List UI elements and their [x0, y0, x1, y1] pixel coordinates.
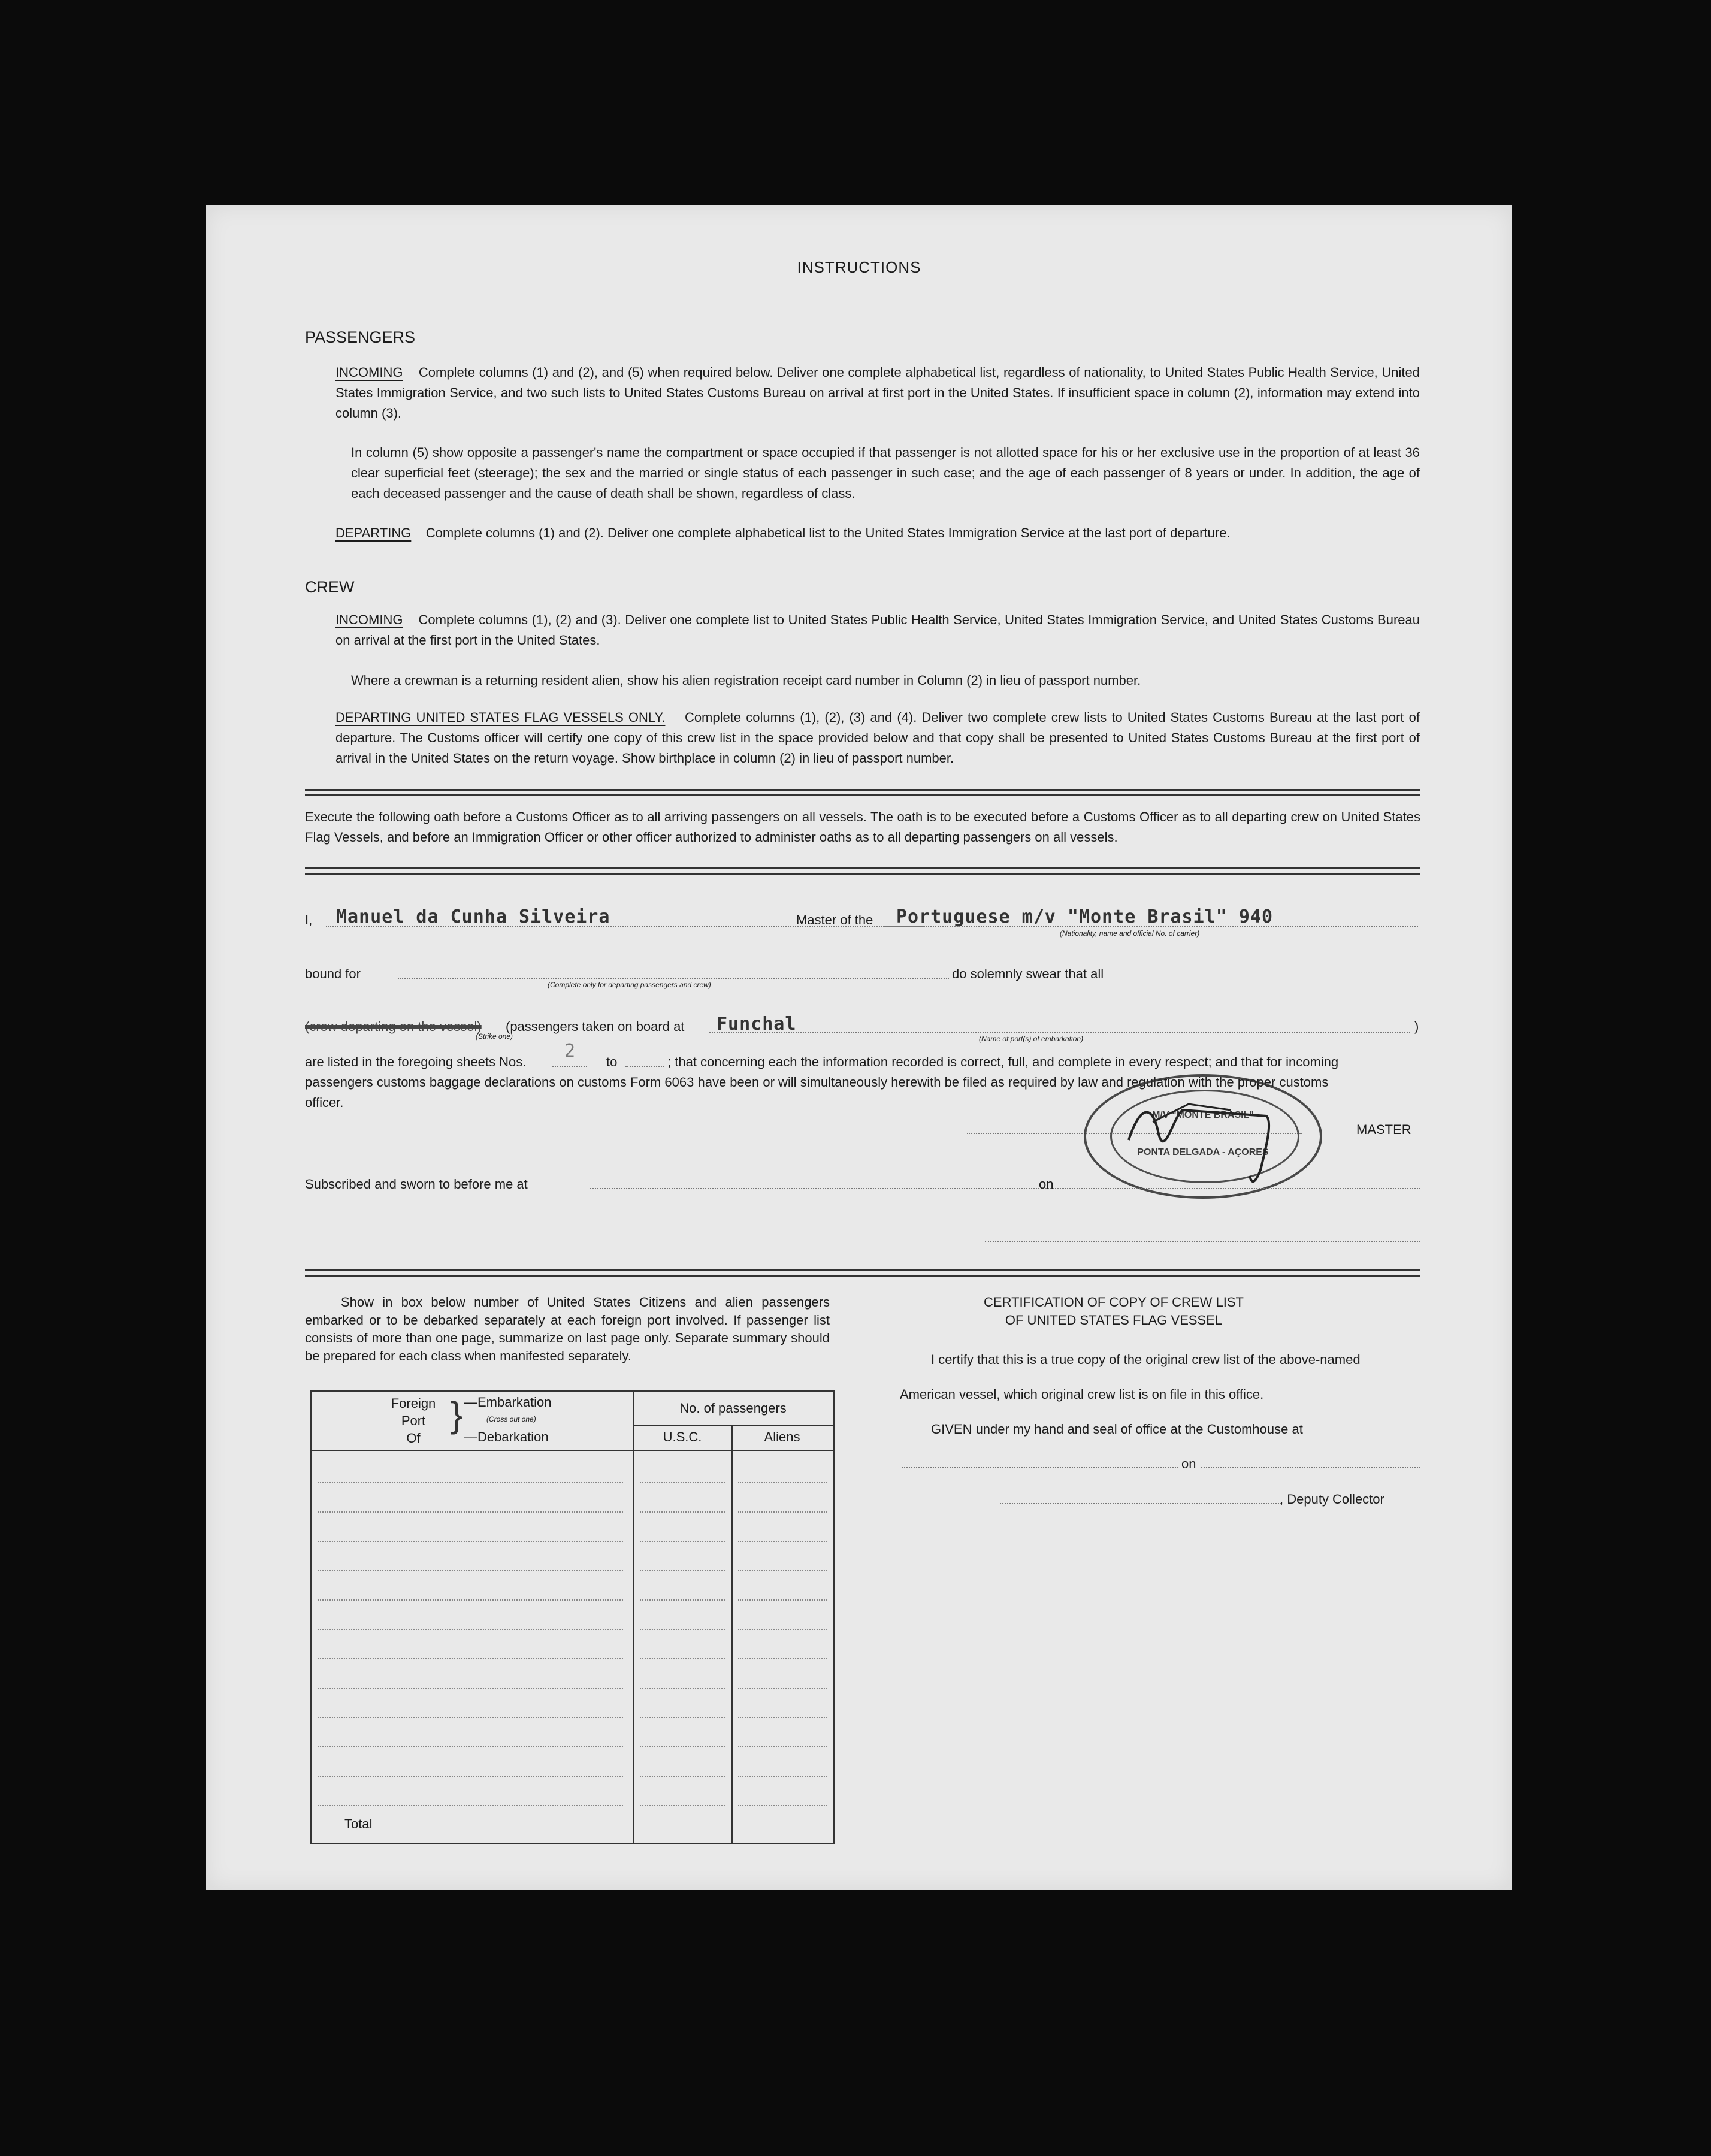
vessel-stamp-top-text: M/V "MONTE BRASIL" [1152, 1110, 1254, 1120]
passengers-taken-text: (passengers taken on board at [506, 1019, 685, 1034]
crew-departing-label: DEPARTING UNITED STATES FLAG VESSELS ONLY. [335, 710, 666, 725]
swear-text: do solemnly swear that all [952, 966, 1104, 981]
table-row-entry-line[interactable] [640, 1776, 725, 1777]
subscribed-label: Subscribed and sworn to before me at [305, 1177, 528, 1192]
port-hint: (Name of port(s) of embarkation) [979, 1035, 1084, 1043]
bound-for-hint: (Complete only for departing passengers and crew) [548, 981, 711, 989]
table-row-entry-line[interactable] [318, 1805, 623, 1806]
deputy-collector-label: , Deputy Collector [1280, 1492, 1384, 1507]
passengers-column5-paragraph: In column (5) show opposite a passenger's name the compartment or space occupied if that passenger is not allotted space for his or her exclusive use in the proportion of at least 36 clear superficial feet (steerage); the sex and the married or single status of each passenger in such case; and the age of each passenger of 8 years or under. In addition, the age of each deceased passenger and the cause of death shall be shown, regardless of class. [351, 445, 1420, 501]
crew-resident-paragraph: Where a crewman is a returning resident alien, show his alien registration receipt card number in Column (2) in lieu of passport number. [351, 673, 1141, 688]
crew-incoming-label: INCOMING [335, 612, 403, 627]
passengers-heading: PASSENGERS [305, 328, 416, 346]
passengers-incoming-text: Complete columns (1) and (2), and (5) when required below. Deliver one complete alphabetical list, regardless of nationality, to United States Public Health Service, United States Immigration Service, and two such lists to United States Customs Bureau on arrival at first port in the United States. If insufficient space in column (2), information may extend into column (3). [335, 365, 1420, 421]
port-label: Port [401, 1413, 426, 1428]
certification-on-label: on [1181, 1456, 1196, 1471]
bound-for-line[interactable] [398, 978, 949, 979]
double-rule-2 [305, 867, 1420, 875]
vessel-field[interactable]: Portuguese m/v "Monte Brasil" 940 [896, 906, 1274, 927]
of-label: Of [406, 1431, 421, 1446]
table-row-entry-line[interactable] [318, 1599, 623, 1601]
no-of-passengers-header: No. of passengers [679, 1401, 787, 1416]
to-label: to [606, 1054, 618, 1069]
table-row-entry-line[interactable] [640, 1511, 725, 1513]
embarkation-option[interactable]: —Embarkation [464, 1395, 552, 1410]
port-line [709, 1032, 1410, 1033]
table-row-entry-line[interactable] [640, 1599, 725, 1601]
document-page [206, 205, 1512, 1890]
table-row-entry-line[interactable] [640, 1570, 725, 1571]
passenger-summary-table [310, 1390, 835, 1844]
table-row-entry-line[interactable] [318, 1570, 623, 1571]
double-rule-1 [305, 789, 1420, 796]
table-divider-1 [633, 1392, 634, 1843]
table-row-entry-line[interactable] [738, 1776, 827, 1777]
crew-heading: CREW [305, 578, 355, 596]
summary-intro: Show in box below number of United States Citizens and alien passengers embarked or to be debarked separately at each foreign port involved. If passenger list consists of more than one page, summarize on last page only. Separate summary should be prepared for each class when manifested separately. [305, 1295, 830, 1363]
port-field[interactable]: Funchal [717, 1014, 797, 1035]
table-row-entry-line[interactable] [318, 1482, 623, 1483]
crew-incoming-paragraph [335, 610, 1420, 651]
table-subheader-rule [633, 1425, 833, 1426]
subscribed-on-label: on [1039, 1177, 1054, 1192]
table-row-entry-line[interactable] [738, 1688, 827, 1689]
table-divider-2 [731, 1425, 733, 1843]
table-row-entry-line[interactable] [738, 1658, 827, 1659]
table-row-entry-line[interactable] [738, 1599, 827, 1601]
table-header-rule [312, 1450, 833, 1451]
certification-line-1: I certify that this is a true copy of the original crew list of the above-named [931, 1352, 1361, 1367]
vessel-stamp-bottom-text: PONTA DELGADA - AÇORES [1137, 1147, 1269, 1157]
table-row-entry-line[interactable] [318, 1746, 623, 1747]
passengers-incoming-paragraph [335, 362, 1420, 424]
usc-header: U.S.C. [663, 1429, 702, 1444]
table-row-entry-line[interactable] [640, 1805, 725, 1806]
oath-instructions: Execute the following oath before a Customs Officer as to all arriving passengers on all vessels. The oath is to be executed before a Customs Officer as to all departing crew on United States Flag Vessels, and before an Immigration Officer or other officer authorized to administer oaths as to all departing passengers on all vessels. [305, 809, 1420, 845]
table-row-entry-line[interactable] [738, 1541, 827, 1542]
table-row-entry-line[interactable] [738, 1746, 827, 1747]
table-row-entry-line[interactable] [738, 1482, 827, 1483]
certification-line-2: American vessel, which original crew list is on file in this office. [900, 1387, 1264, 1402]
listed-prefix: are listed in the foregoing sheets Nos. [305, 1054, 527, 1069]
table-row-entry-line[interactable] [640, 1688, 725, 1689]
sheet-to-line[interactable] [625, 1066, 664, 1067]
table-row-entry-line[interactable] [640, 1482, 725, 1483]
table-row-entry-line[interactable] [640, 1658, 725, 1659]
table-row-entry-line[interactable] [640, 1629, 725, 1630]
total-label: Total [344, 1816, 373, 1831]
certification-title-line-2: OF UNITED STATES FLAG VESSEL [1005, 1313, 1223, 1328]
brace-icon: } [451, 1395, 463, 1435]
foreign-port-of-header [377, 1395, 449, 1447]
table-row-entry-line[interactable] [318, 1717, 623, 1718]
passengers-departing-text: Complete columns (1) and (2). Deliver one complete alphabetical list to the United States Immigration Service at the last port of departure. [425, 525, 1231, 540]
table-row-entry-line[interactable] [640, 1541, 725, 1542]
passengers-incoming-label: INCOMING [335, 365, 403, 380]
certification-date-line[interactable] [1201, 1467, 1420, 1468]
deputy-signature-line[interactable] [1000, 1503, 1281, 1504]
double-rule-3 [305, 1269, 1420, 1277]
oath-i-label: I, [305, 912, 313, 927]
vessel-line [883, 926, 1418, 927]
aliens-header: Aliens [764, 1429, 800, 1444]
table-row-entry-line[interactable] [738, 1805, 827, 1806]
debarkation-option[interactable]: —Debarkation [464, 1429, 549, 1444]
table-row-entry-line[interactable] [738, 1570, 827, 1571]
strike-hint: (Strike one) [476, 1032, 513, 1041]
subscribed-date-line[interactable] [1063, 1188, 1420, 1189]
table-row-entry-line[interactable] [318, 1541, 623, 1542]
passengers-departing-paragraph [335, 523, 1420, 543]
table-row-entry-line[interactable] [738, 1629, 827, 1630]
sheet-from-line [552, 1066, 587, 1067]
master-name-field[interactable]: Manuel da Cunha Silveira [336, 906, 610, 927]
sheet-from-field[interactable]: 2 [564, 1041, 576, 1062]
table-row-entry-line[interactable] [640, 1746, 725, 1747]
table-row-entry-line[interactable] [318, 1511, 623, 1513]
master-label: MASTER [1356, 1122, 1411, 1137]
bound-for-label: bound for [305, 966, 361, 981]
table-row-entry-line[interactable] [640, 1717, 725, 1718]
crew-struck-text: (crew departing on the vessel) [305, 1019, 482, 1034]
certification-line-3: GIVEN under my hand and seal of office at the Customhouse at [931, 1422, 1303, 1437]
cross-out-hint: (Cross out one) [486, 1415, 536, 1423]
table-row-entry-line[interactable] [318, 1658, 623, 1659]
vessel-hint: (Nationality, name and official No. of carrier) [1060, 929, 1200, 938]
table-row-entry-line[interactable] [318, 1688, 623, 1689]
table-row-entry-line[interactable] [318, 1629, 623, 1630]
customhouse-line[interactable] [902, 1467, 1178, 1468]
crew-incoming-text: Complete columns (1), (2) and (3). Deliver one complete list to United States Public Health Service, United States Immigration Service, and United States Customs Bureau on arrival at the first port in the United States. [335, 612, 1420, 648]
crew-departing-paragraph [335, 707, 1420, 769]
foreign-label: Foreign [391, 1396, 436, 1411]
table-row-entry-line[interactable] [738, 1511, 827, 1513]
close-paren: ) [1414, 1019, 1419, 1034]
table-row-entry-line[interactable] [318, 1776, 623, 1777]
oath-line-3: officer. [305, 1095, 344, 1110]
passengers-departing-label: DEPARTING [335, 525, 412, 540]
document-title: INSTRUCTIONS [797, 258, 921, 276]
certification-title [904, 1293, 1323, 1329]
table-row-entry-line[interactable] [738, 1717, 827, 1718]
crew-departing-text: Complete columns (1), (2), (3) and (4). Deliver two complete crew lists to United States Customs Bureau at the last port of departure. The Customs officer will certify one copy of this crew list in the space provided below and that copy shall be presented to United States Customs Bureau at the first port of arrival in the United States on the return voyage. Show birthplace in column (2) in lieu of passport number. [335, 710, 1420, 766]
certification-title-line-1: CERTIFICATION OF COPY OF CREW LIST [984, 1295, 1244, 1310]
master-signature [1117, 1068, 1284, 1188]
officer-signature-line[interactable] [985, 1241, 1420, 1242]
listed-suffix: ; that concerning each the information recorded is correct, full, and complete in every respect; and that for incoming [667, 1054, 1339, 1069]
oath-line-2: passengers customs baggage declarations on customs Form 6063 have been or will simultaneously herewith be filed as required by law and regulation with the proper customs [305, 1075, 1329, 1090]
master-of-label: Master of the [796, 912, 873, 927]
